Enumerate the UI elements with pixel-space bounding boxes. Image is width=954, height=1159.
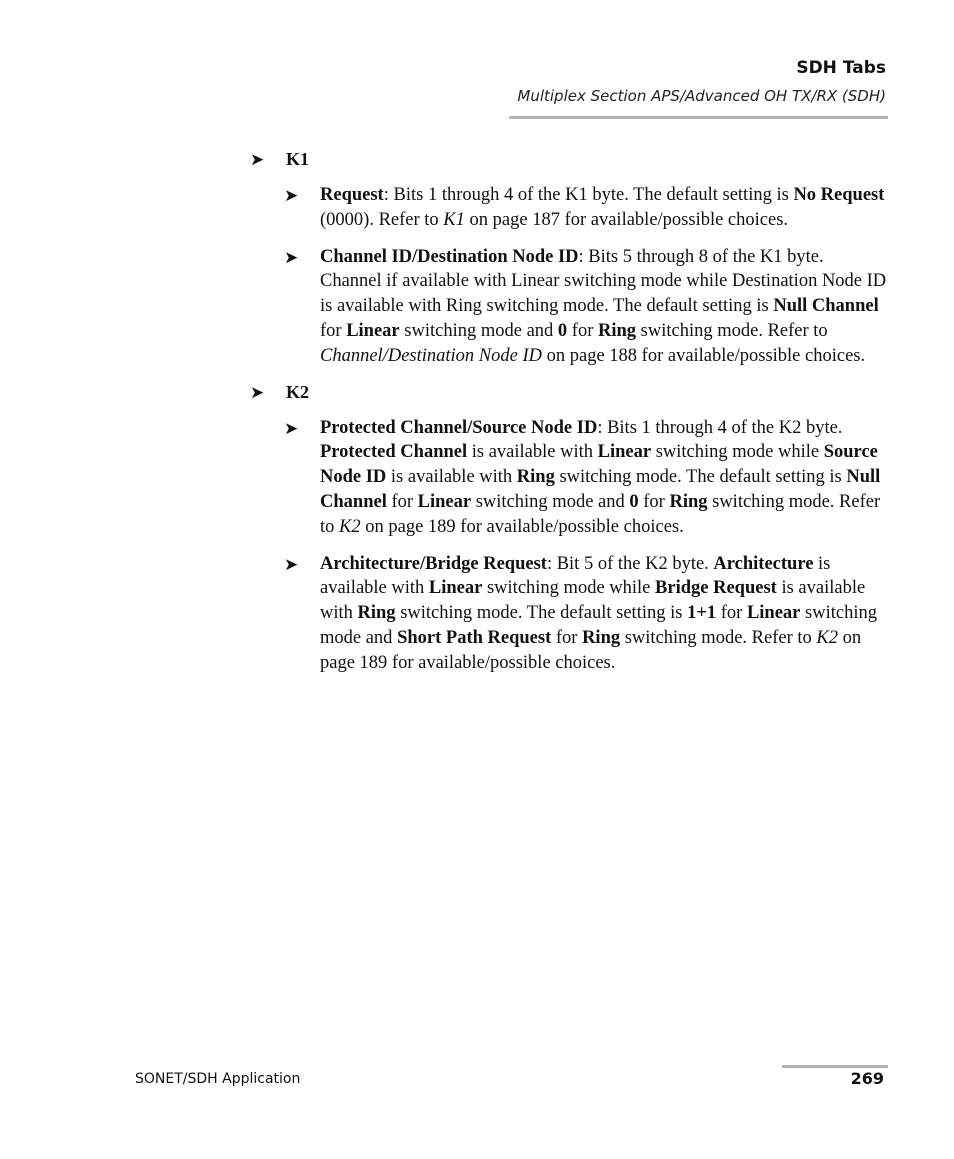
italic-reference: K2 <box>816 627 838 648</box>
text-run: switching mode and <box>399 320 558 341</box>
bold-text: Source Node ID <box>320 442 878 488</box>
section-k1 <box>250 148 890 170</box>
bold-text: Ring <box>516 467 555 488</box>
text-run: switching mode. Refer to <box>636 320 828 341</box>
bold-text: Protected Channel <box>320 442 468 463</box>
footer-left: SONET/SDH Application <box>135 1071 301 1087</box>
list-item-channel-id <box>284 245 888 369</box>
text-run: : Bit 5 of the K2 byte. <box>546 553 714 574</box>
bold-text: Null Channel <box>320 467 881 512</box>
text-run: for <box>638 491 670 512</box>
text-run: is available with <box>467 442 598 463</box>
italic-reference: K1 <box>443 209 465 230</box>
header-subtitle: Multiplex Section APS/Advanced OH TX/RX (SDH) <box>517 87 886 105</box>
text-run: switching mode while <box>482 578 656 599</box>
bold-text: Ring <box>582 627 621 648</box>
text-run: : Bits 1 through 4 of the K2 byte. <box>597 417 843 438</box>
italic-reference: K2 <box>339 516 361 537</box>
text-run: (0000). Refer to <box>320 209 444 230</box>
bold-text: Architecture/Bridge Request <box>320 553 547 574</box>
text-run: on page 189 for available/possible choices. <box>360 516 684 537</box>
bold-text: Linear <box>428 578 483 599</box>
text-run: for <box>386 491 418 512</box>
bold-text: Ring <box>598 320 637 341</box>
bold-text: Ring <box>357 603 396 624</box>
text-run: switching mode. The default setting is <box>554 467 847 488</box>
footer-rule <box>782 1065 888 1068</box>
bold-text: Bridge Request <box>655 578 777 599</box>
bold-text: Architecture <box>713 553 814 574</box>
text-run: for <box>320 320 347 341</box>
text-run: switching mode and <box>471 491 630 512</box>
bullet-arrow-icon: ➤ <box>250 382 265 403</box>
text-run: on page 187 for available/possible choices. <box>464 209 789 230</box>
text-run: : Bits 1 through 4 of the K1 byte. The default setting is <box>383 185 794 205</box>
bold-text: Null Channel <box>773 296 879 317</box>
bold-text: Channel ID/Destination Node ID <box>320 246 579 267</box>
text-run: switching mode and <box>320 603 877 648</box>
bullet-arrow-icon: ➤ <box>284 186 299 206</box>
page-content <box>250 148 890 688</box>
text-run: for <box>551 627 583 648</box>
bold-text: 0 <box>629 491 639 512</box>
bullet-arrow-icon: ➤ <box>250 150 265 170</box>
bullet-arrow-icon: ➤ <box>284 418 299 439</box>
item-text <box>320 247 886 366</box>
bold-text: 0 <box>557 320 568 341</box>
page-number: 269 <box>850 1069 884 1088</box>
bold-text: Linear <box>597 442 652 463</box>
text-run: is available with <box>386 467 517 488</box>
text-run: switching mode while <box>651 442 824 463</box>
bold-text: Linear <box>746 603 801 624</box>
bold-text: Short Path Request <box>397 627 552 648</box>
text-run: switching mode. The default setting is <box>395 603 688 624</box>
bold-text: Ring <box>669 491 708 512</box>
text-run: : Bits 5 through 8 of the K1 byte. Channel if available with Linear switching mode while Destination Node ID is available with Ring switching mode. The default setting is <box>320 246 887 317</box>
item-text <box>320 185 884 230</box>
bold-text: Request <box>320 185 384 205</box>
section-label: K2 <box>286 381 310 402</box>
text-run: switching mode. Refer to <box>620 627 817 648</box>
text-run: for <box>567 320 598 341</box>
header-rule <box>509 116 888 119</box>
bullet-arrow-icon: ➤ <box>284 554 299 575</box>
list-item-request <box>284 183 888 233</box>
item-text <box>320 554 877 673</box>
list-item-architecture <box>284 552 888 676</box>
text-run: is available with <box>320 578 866 624</box>
text-run: on page 189 for available/possible choices. <box>320 627 862 673</box>
list-item-protected-channel <box>284 416 888 540</box>
section-k2 <box>250 381 890 403</box>
bold-text: No Request <box>793 185 885 205</box>
bold-text: Linear <box>417 491 472 512</box>
bold-text: Linear <box>346 320 400 341</box>
bullet-arrow-icon: ➤ <box>284 247 299 268</box>
section-label: K1 <box>286 149 310 169</box>
text-run: on page 188 for available/possible choices. <box>541 345 866 366</box>
italic-reference: Channel/Destination Node ID <box>320 345 542 366</box>
item-text <box>320 418 880 537</box>
text-run: for <box>716 603 747 624</box>
bold-text: 1+1 <box>687 603 717 624</box>
text-run: switching mode. Refer to <box>320 491 881 537</box>
header-title: SDH Tabs <box>796 58 886 78</box>
text-run: is available with <box>320 553 831 599</box>
bold-text: Protected Channel/Source Node ID <box>320 417 598 438</box>
